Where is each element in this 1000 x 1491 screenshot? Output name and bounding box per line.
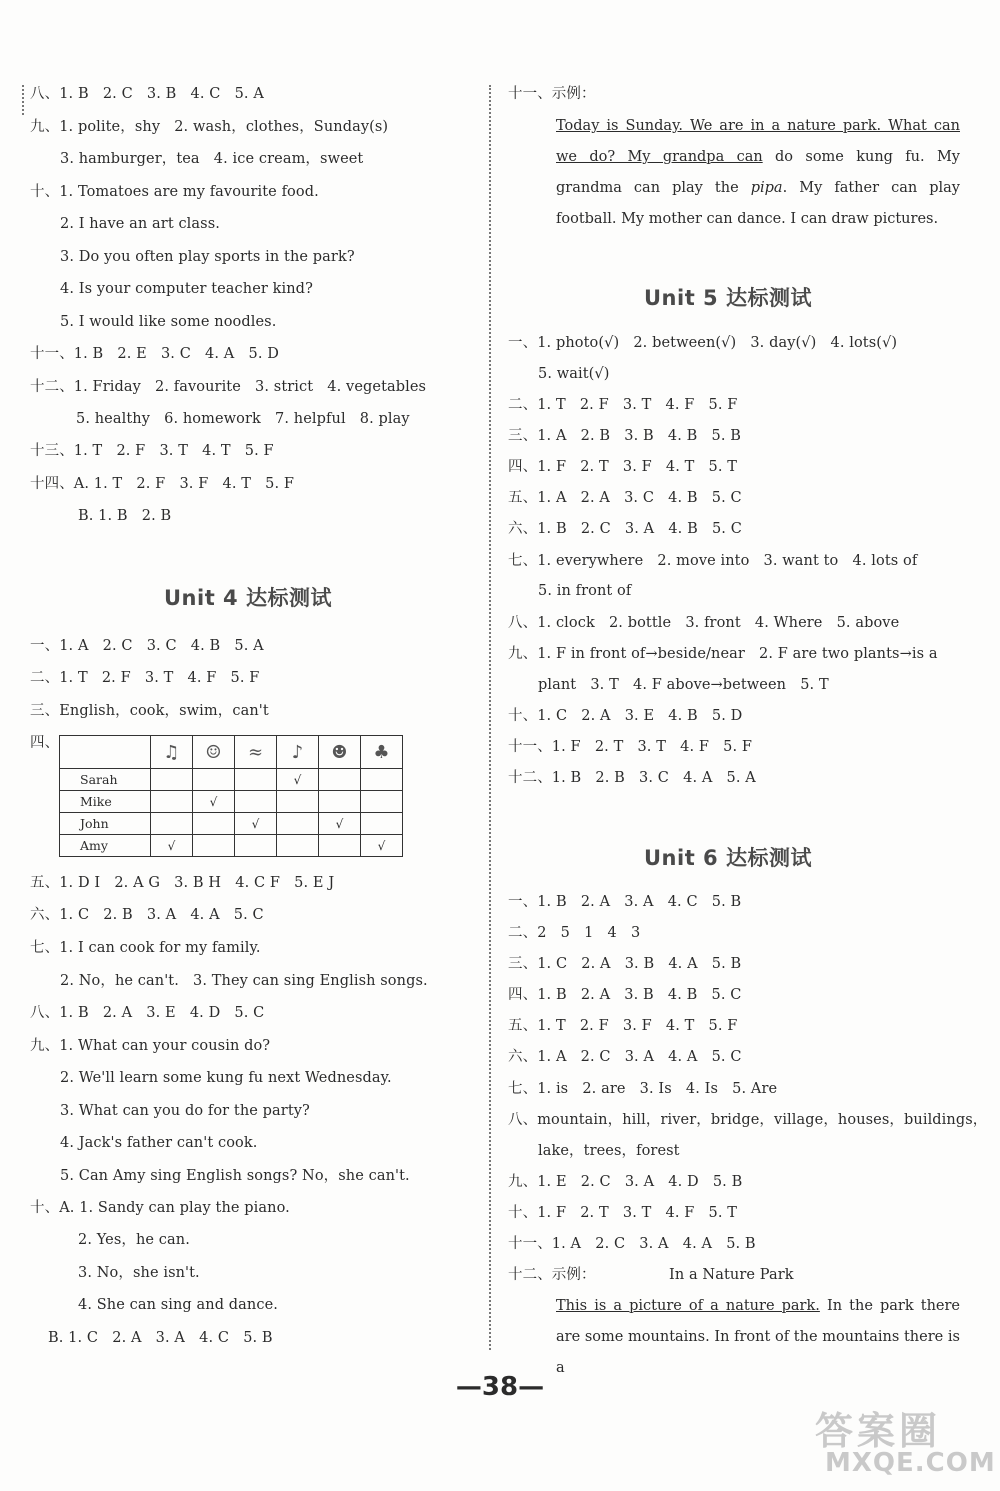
answer-line: 4. Is your computer teacher kind? [60, 281, 313, 297]
table-name-cell: John [60, 813, 151, 835]
answer-line: 2. Yes，he can. [78, 1232, 190, 1248]
answer-line: 四、 [30, 735, 60, 751]
essay-paragraph [556, 111, 960, 235]
answer-line: plant 3. T 4. F above→between 5. T [538, 677, 829, 693]
piano-icon: ♫ [151, 736, 193, 769]
table-cell [361, 791, 403, 813]
answer-line: 四、1. F 2. T 3. F 4. T 5. T [508, 459, 738, 475]
answer-line: 九、1. E 2. C 3. A 4. D 5. B [508, 1174, 743, 1190]
ability-table [59, 735, 403, 857]
answer-line: 4. Jack's father can't cook. [60, 1135, 258, 1151]
table-cell [277, 835, 319, 857]
answer-line: 七、1. is 2. are 3. Is 4. Is 5. Are [508, 1081, 778, 1097]
essay2-title: In a Nature Park [669, 1267, 794, 1283]
page-number: —38— [455, 1372, 545, 1402]
essay-underlined: Today is Sunday. We are in a nature park. What can we do? My grandpa can [556, 118, 960, 165]
table-cell: √ [361, 835, 403, 857]
table-cell [235, 835, 277, 857]
answer-line: 九、1. F in front of→beside/near 2. F are two plants→is a [508, 646, 938, 662]
table-cell [193, 769, 235, 791]
answer-line: 三、English，cook，swim，can't [30, 703, 269, 719]
unit6-heading: Unit 6 达标测试 [644, 846, 812, 870]
table-cell [361, 769, 403, 791]
answer-line: 三、1. C 2. A 3. B 4. A 5. B [508, 956, 742, 972]
column-divider [489, 85, 491, 1350]
answer-line: 2. No，he can't. 3. They can sing English songs. [60, 973, 428, 989]
answer-line: 十一、1. B 2. E 3. C 4. A 5. D [30, 346, 279, 362]
answer-line: 五、1. D I 2. A G 3. B H 4. C F 5. E J [30, 875, 335, 891]
answer-line: 三、1. A 2. B 3. B 4. B 5. B [508, 428, 742, 444]
answer-line: 八、1. B 2. C 3. B 4. C 5. A [30, 86, 264, 102]
table-cell: √ [151, 835, 193, 857]
table-cell: √ [319, 813, 361, 835]
answer-line: 十、1. F 2. T 3. T 4. F 5. T [508, 1205, 738, 1221]
answer-line: 七、1. I can cook for my family. [30, 940, 261, 956]
table-cell [277, 813, 319, 835]
answer-line: 3. No，she isn't. [78, 1265, 200, 1281]
answer-line: 5. I would like some noodles. [60, 314, 277, 330]
table-cell [193, 813, 235, 835]
table-header-row [60, 736, 403, 769]
answer-line: 五、1. A 2. A 3. C 4. B 5. C [508, 490, 742, 506]
swim-icon: ≈ [235, 736, 277, 769]
answer-line: 3. hamburger，tea 4. ice cream，sweet [60, 151, 364, 167]
answer-line: 5. Can Amy sing English songs? No，she can't. [60, 1168, 410, 1184]
answer-line: 二、1. T 2. F 3. T 4. F 5. F [30, 670, 260, 686]
answer-line: B. 1. B 2. B [78, 508, 172, 524]
essay-italic: pipa [750, 180, 783, 196]
guitar-icon: ♪ [277, 736, 319, 769]
answer-line: 十二、1. Friday 2. favourite 3. strict 4. vegetables [30, 379, 427, 395]
answer-line: 六、1. C 2. B 3. A 4. A 5. C [30, 907, 264, 923]
answer-line: 九、1. polite，shy 2. wash，clothes，Sunday(s) [30, 119, 389, 135]
answer-line: 5. wait(√) [538, 366, 610, 382]
answer-line: 一、1. photo(√) 2. between(√) 3. day(√) 4. lots(√) [508, 335, 898, 351]
kungfu-icon: ☺ [193, 736, 235, 769]
table-row [60, 813, 403, 835]
answer-line: 十三、1. T 2. F 3. T 4. T 5. F [30, 443, 274, 459]
margin-dots [22, 85, 24, 115]
table-corner-cell [60, 736, 151, 769]
table-cell [151, 813, 193, 835]
answer-line: 四、1. B 2. A 3. B 4. B 5. C [508, 987, 742, 1003]
answer-line: 八、1. clock 2. bottle 3. front 4. Where 5. above [508, 615, 900, 631]
table-cell: √ [277, 769, 319, 791]
answer-line: 十、1. C 2. A 3. E 4. B 5. D [508, 708, 743, 724]
table-cell: √ [193, 791, 235, 813]
table-cell [151, 769, 193, 791]
table-name-cell: Sarah [60, 769, 151, 791]
answer-line: 十、A. 1. Sandy can play the piano. [30, 1200, 290, 1216]
answer-line: 3. What can you do for the party? [60, 1103, 310, 1119]
dance-icon: ♣ [361, 736, 403, 769]
table-cell [235, 769, 277, 791]
answer-line: 3. Do you often play sports in the park? [60, 249, 355, 265]
answer-line: 九、1. What can your cousin do? [30, 1038, 271, 1054]
table-row [60, 769, 403, 791]
answer-line: 5. in front of [538, 583, 632, 599]
answer-line: 十一、1. A 2. C 3. A 4. A 5. B [508, 1236, 756, 1252]
answer-line: 一、1. A 2. C 3. C 4. B 5. A [30, 638, 264, 654]
table-cell: √ [235, 813, 277, 835]
skate-icon: ☻ [319, 736, 361, 769]
answer-line: 六、1. B 2. C 3. A 4. B 5. C [508, 521, 742, 537]
table-row [60, 835, 403, 857]
answer-line: 五、1. T 2. F 3. F 4. T 5. F [508, 1018, 738, 1034]
table-cell [319, 769, 361, 791]
table-cell [361, 813, 403, 835]
table-row [60, 791, 403, 813]
answer-line: B. 1. C 2. A 3. A 4. C 5. B [48, 1330, 273, 1346]
essay-text: do some kung fu. My grandma can play the [556, 149, 960, 196]
answer-line: 十一、1. F 2. T 3. T 4. F 5. F [508, 739, 753, 755]
essay2-underlined: This is a picture of a nature park. [556, 1298, 820, 1314]
essay-text: . My father can play football. My mother can dance. I can draw pictures. [556, 180, 961, 227]
table-name-cell: Amy [60, 835, 151, 857]
answer-line: 二、2 5 1 4 3 [508, 925, 641, 941]
table-cell [319, 835, 361, 857]
watermark-url: MXQE.COM [825, 1448, 996, 1478]
answer-line: 十一、示例： [508, 86, 596, 102]
answer-line: 2. We'll learn some kung fu next Wednesday. [60, 1070, 392, 1086]
table-cell [319, 791, 361, 813]
answer-line: 二、1. T 2. F 3. T 4. F 5. F [508, 397, 738, 413]
table-name-cell: Mike [60, 791, 151, 813]
answer-line: 八、mountain，hill，river，bridge，village，houses，buildings， [508, 1112, 988, 1128]
answer-line: 5. healthy 6. homework 7. helpful 8. play [76, 411, 410, 427]
answer-line: 八、1. B 2. A 3. E 4. D 5. C [30, 1005, 265, 1021]
watermark-logo: 答案圈 [815, 1409, 942, 1453]
unit5-heading: Unit 5 达标测试 [644, 286, 812, 310]
answer-line: 十二、1. B 2. B 3. C 4. A 5. A [508, 770, 756, 786]
answer-line: 十二、示例： [508, 1267, 596, 1283]
answer-line: 六、1. A 2. C 3. A 4. A 5. C [508, 1049, 742, 1065]
table-cell [151, 791, 193, 813]
answer-line: 4. She can sing and dance. [78, 1297, 278, 1313]
essay2-paragraph [556, 1291, 960, 1384]
unit4-heading: Unit 4 达标测试 [164, 586, 332, 610]
answer-line: 一、1. B 2. A 3. A 4. C 5. B [508, 894, 742, 910]
answer-line: 七、1. everywhere 2. move into 3. want to 4. lots of [508, 553, 918, 569]
answer-line: lake，trees，forest [538, 1143, 680, 1159]
answer-line: 十、1. Tomatoes are my favourite food. [30, 184, 319, 200]
essay2-text: In the park there are some mountains. In front of the mountains there is a [556, 1298, 961, 1376]
watermark [795, 1400, 996, 1485]
table-cell [193, 835, 235, 857]
answer-line: 2. I have an art class. [60, 216, 220, 232]
answer-line: 十四、A. 1. T 2. F 3. F 4. T 5. F [30, 476, 295, 492]
table-cell [277, 791, 319, 813]
table-cell [235, 791, 277, 813]
